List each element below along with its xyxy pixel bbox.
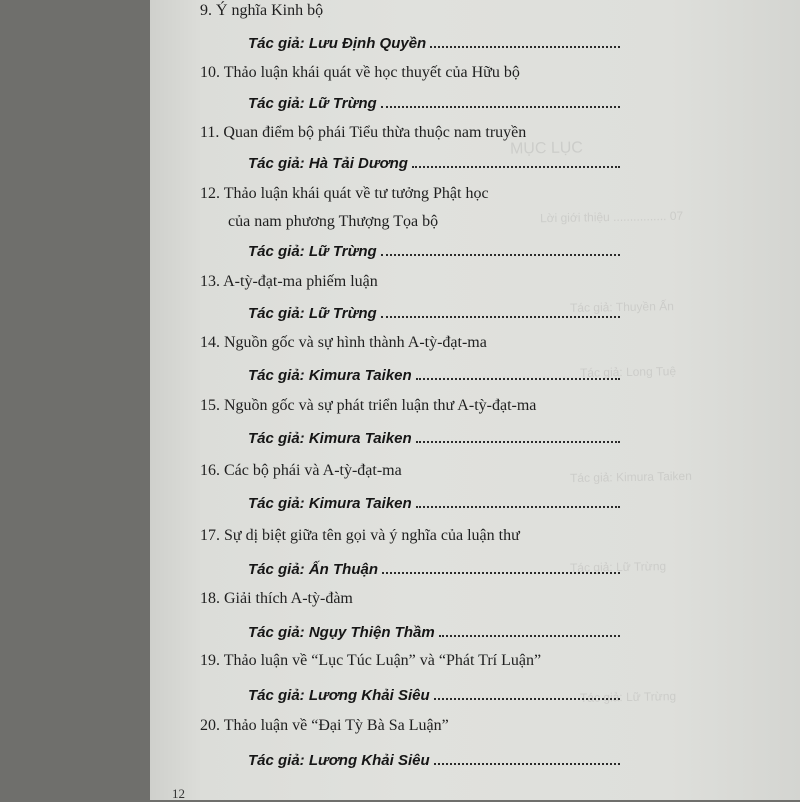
toc-entry-title: 18. Giải thích A-tỳ-đàm — [200, 590, 353, 607]
author-label: Tác giả: Kimura Taiken — [248, 430, 412, 447]
toc-entry-title: 19. Thảo luận về “Lục Túc Luận” và “Phát Trí Luận” — [200, 652, 542, 669]
toc-entry-author — [248, 556, 620, 578]
toc-entry-author — [248, 362, 620, 384]
dot-leader — [381, 106, 620, 108]
toc-entry-author — [248, 90, 620, 112]
toc-entry-author — [248, 682, 620, 704]
toc-entry-title: 14. Nguồn gốc và sự hình thành A-tỳ-đạt-ma — [200, 334, 487, 351]
author-label: Tác giả: Kimura Taiken — [248, 367, 412, 384]
author-label: Tác giả: Lương Khải Siêu — [248, 687, 430, 704]
toc-entry-title: 15. Nguồn gốc và sự phát triển luận thư A-tỳ-đạt-ma — [200, 397, 537, 414]
toc-entry-title: 12. Thảo luận khái quát về tư tưởng Phật học — [200, 185, 489, 202]
dot-leader — [434, 698, 620, 700]
author-label: Tác giả: Lưu Định Quyền — [248, 35, 427, 52]
book-page: MỤC LỤC Lời giới thiệu ................ 07 Tác giả: Thuyền Ấn Tác giả: Long Tuệ Tác giả: Kimura Taiken Tác giả: Lữ Trừng Tác giả: Lữ Trừng — [150, 0, 800, 800]
dot-leader — [434, 763, 620, 765]
toc-entry-title: 10. Thảo luận khái quát về học thuyết của Hữu bộ — [200, 64, 520, 81]
dot-leader — [412, 166, 620, 168]
toc-entry-author — [248, 490, 620, 512]
toc-entry-title: 9. Ý nghĩa Kinh bộ — [200, 2, 324, 19]
toc-entry-author — [248, 238, 620, 260]
author-label: Tác giả: Ấn Thuận — [248, 561, 379, 578]
dot-leader — [416, 441, 620, 443]
toc-entry-author — [248, 150, 620, 172]
dot-leader — [416, 506, 620, 508]
toc-entry-title: 17. Sự dị biệt giữa tên gọi và ý nghĩa của luận thư — [200, 527, 520, 544]
author-label: Tác giả: Lữ Trừng — [248, 243, 377, 260]
dot-leader — [381, 254, 620, 256]
author-label: Tác giả: Hà Tải Dương — [248, 155, 408, 172]
page-number: 12 — [172, 786, 185, 801]
author-label: Tác giả: Lữ Trừng — [248, 305, 377, 322]
toc-entry-author — [248, 300, 620, 322]
toc-entry-author — [248, 425, 620, 447]
toc-entry-title: 16. Các bộ phái và A-tỳ-đạt-ma — [200, 462, 402, 479]
toc-entry-author — [248, 30, 620, 52]
dot-leader — [416, 378, 620, 380]
author-label: Tác giả: Kimura Taiken — [248, 495, 412, 512]
toc-entry-title: 11. Quan điểm bộ phái Tiểu thừa thuộc nam truyền — [200, 124, 527, 141]
dot-leader — [382, 572, 620, 574]
toc-entry-author — [248, 619, 620, 641]
dot-leader — [439, 635, 620, 637]
author-label: Tác giả: Lương Khải Siêu — [248, 752, 430, 769]
author-label: Tác giả: Lữ Trừng — [248, 95, 377, 112]
toc-entry-author — [248, 747, 620, 769]
toc-entry-title-cont: của nam phương Thượng Tọa bộ — [228, 213, 439, 230]
toc-entry-title: 20. Thảo luận về “Đại Tỳ Bà Sa Luận” — [200, 717, 449, 734]
dot-leader — [381, 316, 620, 318]
toc-entry-title: 13. A-tỳ-đạt-ma phiếm luận — [200, 273, 378, 290]
dot-leader — [430, 46, 620, 48]
author-label: Tác giả: Ngụy Thiện Thầm — [248, 624, 435, 641]
